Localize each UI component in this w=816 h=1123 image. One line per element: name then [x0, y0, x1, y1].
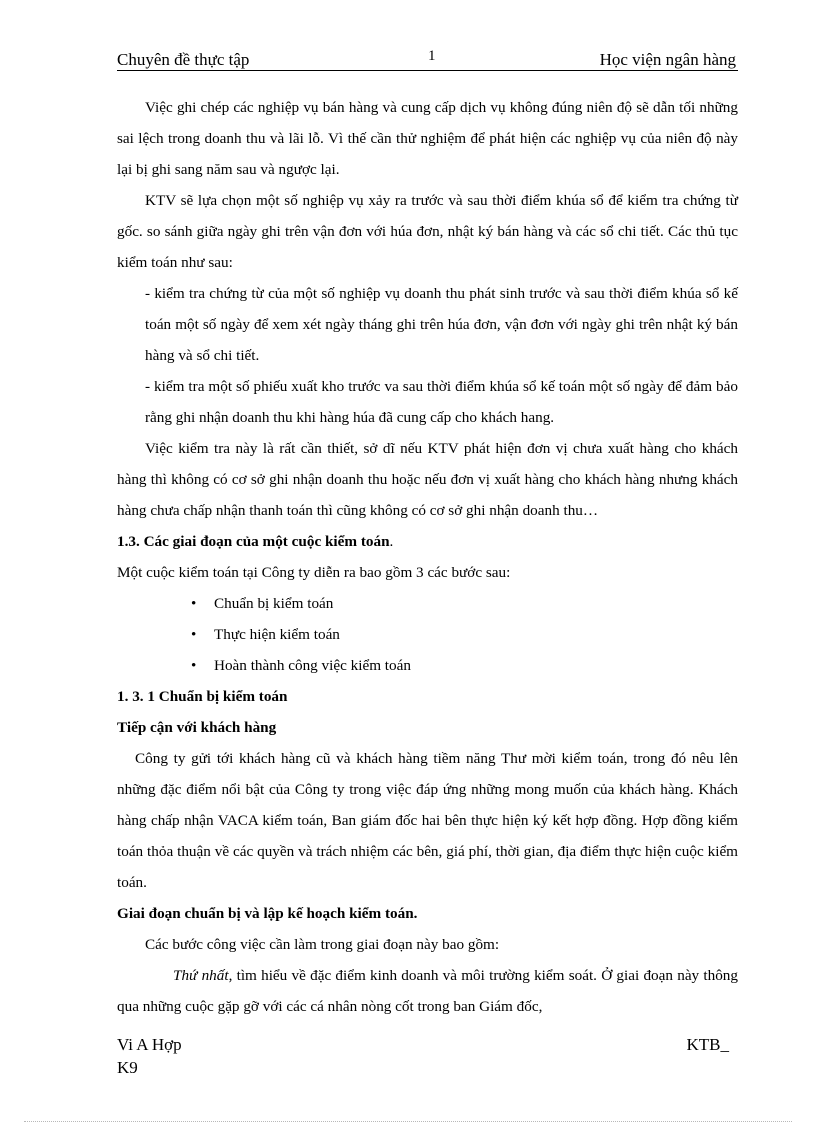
- paragraph-5: Công ty gửi tới khách hàng cũ và khách hàng tiềm năng Thư mời kiểm toán, trong đó nêu lên những đặc điểm nổi bật của Công ty trong việc đáp ứng những mong muốn của khách hàng. Khách hàng chấp nhận VACA kiểm toán, Ban giám đốc hai bên thực hiện ký kết hợp đồng. Hợp đồng kiểm toán thỏa thuận về các quyền và trách nhiệm các bên, giá phí, thời gian, địa điểm thực hiện cuộc kiểm toán.: [117, 750, 738, 891]
- bullet-icon: •: [191, 626, 197, 643]
- paragraph-2: KTV sẽ lựa chọn một số nghiệp vụ xảy ra trước và sau thời điểm khúa sổ để kiểm tra chứng từ gốc. so sánh giữa ngày ghi trên vận đơn với húa đơn, nhật ký bán hàng và các sổ chi tiết. Các thủ tục kiểm toán như sau:: [117, 192, 738, 271]
- paragraph-7: [117, 960, 738, 1022]
- page-body: [117, 92, 738, 1022]
- bullet-icon: •: [191, 595, 197, 612]
- paragraph-7-italic: Thứ nhất: [173, 967, 229, 984]
- footer-author-name: Vi A Hợp: [117, 1035, 182, 1054]
- header-title-left: Chuyên đề thực tập: [117, 50, 250, 69]
- footer-class-suffix: K9: [117, 1058, 138, 1077]
- paragraph-6: Các bước công việc cần làm trong giai đoạn này bao gồm:: [145, 936, 500, 953]
- page-header: [117, 48, 738, 71]
- list-item-text: Chuẩn bị kiểm toán: [214, 595, 334, 612]
- footer-class-code: KTB_: [686, 1035, 729, 1054]
- audit-steps-list: [117, 588, 738, 681]
- section-heading-1-3-1: 1. 3. 1 Chuẩn bị kiểm toán: [117, 688, 288, 705]
- list-item-text: Hoàn thành công việc kiểm toán: [214, 657, 411, 674]
- paragraph-3: Việc kiểm tra này là rất cần thiết, sở dĩ nếu KTV phát hiện đơn vị chưa xuất hàng cho khách hàng thì không có cơ sở ghi nhận doanh thu hoặc nếu đơn vị xuất hàng cho khách hàng nhưng khách hàng chưa chấp nhận thanh toán thì cũng không có cơ sở ghi nhận doanh thu…: [117, 440, 738, 519]
- paragraph-7-text: , tìm hiểu về đặc điểm kinh doanh và môi trường kiểm soát. Ở giai đoạn này thông qua những cuộc gặp gỡ với các cá nhân nòng cốt trong ban Giám đốc,: [117, 967, 738, 1015]
- subheading-tiep-can: Tiếp cận với khách hàng: [117, 719, 277, 736]
- header-title-right: Học viện ngân hàng: [599, 50, 736, 69]
- subheading-giai-doan: Giai đoạn chuẩn bị và lập kế hoạch kiểm toán.: [117, 905, 418, 922]
- section-heading-1-3-period: .: [389, 533, 394, 550]
- section-heading-1-3: [117, 526, 738, 557]
- page-number: 1: [428, 48, 436, 64]
- paragraph-1: Việc ghi chép các nghiệp vụ bán hàng và cung cấp dịch vụ không đúng niên độ sẽ dẫn tối những sai lệch trong doanh thu và lãi lỗ. Vì thế cần thử nghiệm để phát hiện các nghiệp vụ của niên độ này lại bị ghi sang năm sau và ngược lại.: [117, 99, 738, 178]
- dash-item-2: - kiểm tra một số phiếu xuất kho trước va sau thời điểm khúa sổ kế toán một số ngày để đảm bảo rằng ghi nhận doanh thu khi hàng húa đã cung cấp cho khách hang.: [145, 378, 738, 426]
- dash-item-1: - kiểm tra chứng từ của một số nghiệp vụ doanh thu phát sinh trước và sau thời điểm khúa sổ kế toán một số ngày để xem xét ngày tháng ghi trên húa đơn, vận đơn với ngày ghi trên nhật ký bán hàng và sổ chi tiết.: [145, 285, 738, 364]
- list-item: [117, 588, 738, 619]
- bullet-icon: •: [191, 657, 197, 674]
- page-bottom-divider: [24, 1121, 792, 1122]
- section-heading-1-3-text: 1.3. Các giai đoạn của một cuộc kiểm toán: [117, 533, 390, 550]
- list-item: [117, 650, 738, 681]
- list-item-text: Thực hiện kiểm toán: [214, 626, 340, 643]
- paragraph-4: Một cuộc kiểm toán tại Công ty diễn ra bao gồm 3 các bước sau:: [117, 564, 511, 581]
- list-item: [117, 619, 738, 650]
